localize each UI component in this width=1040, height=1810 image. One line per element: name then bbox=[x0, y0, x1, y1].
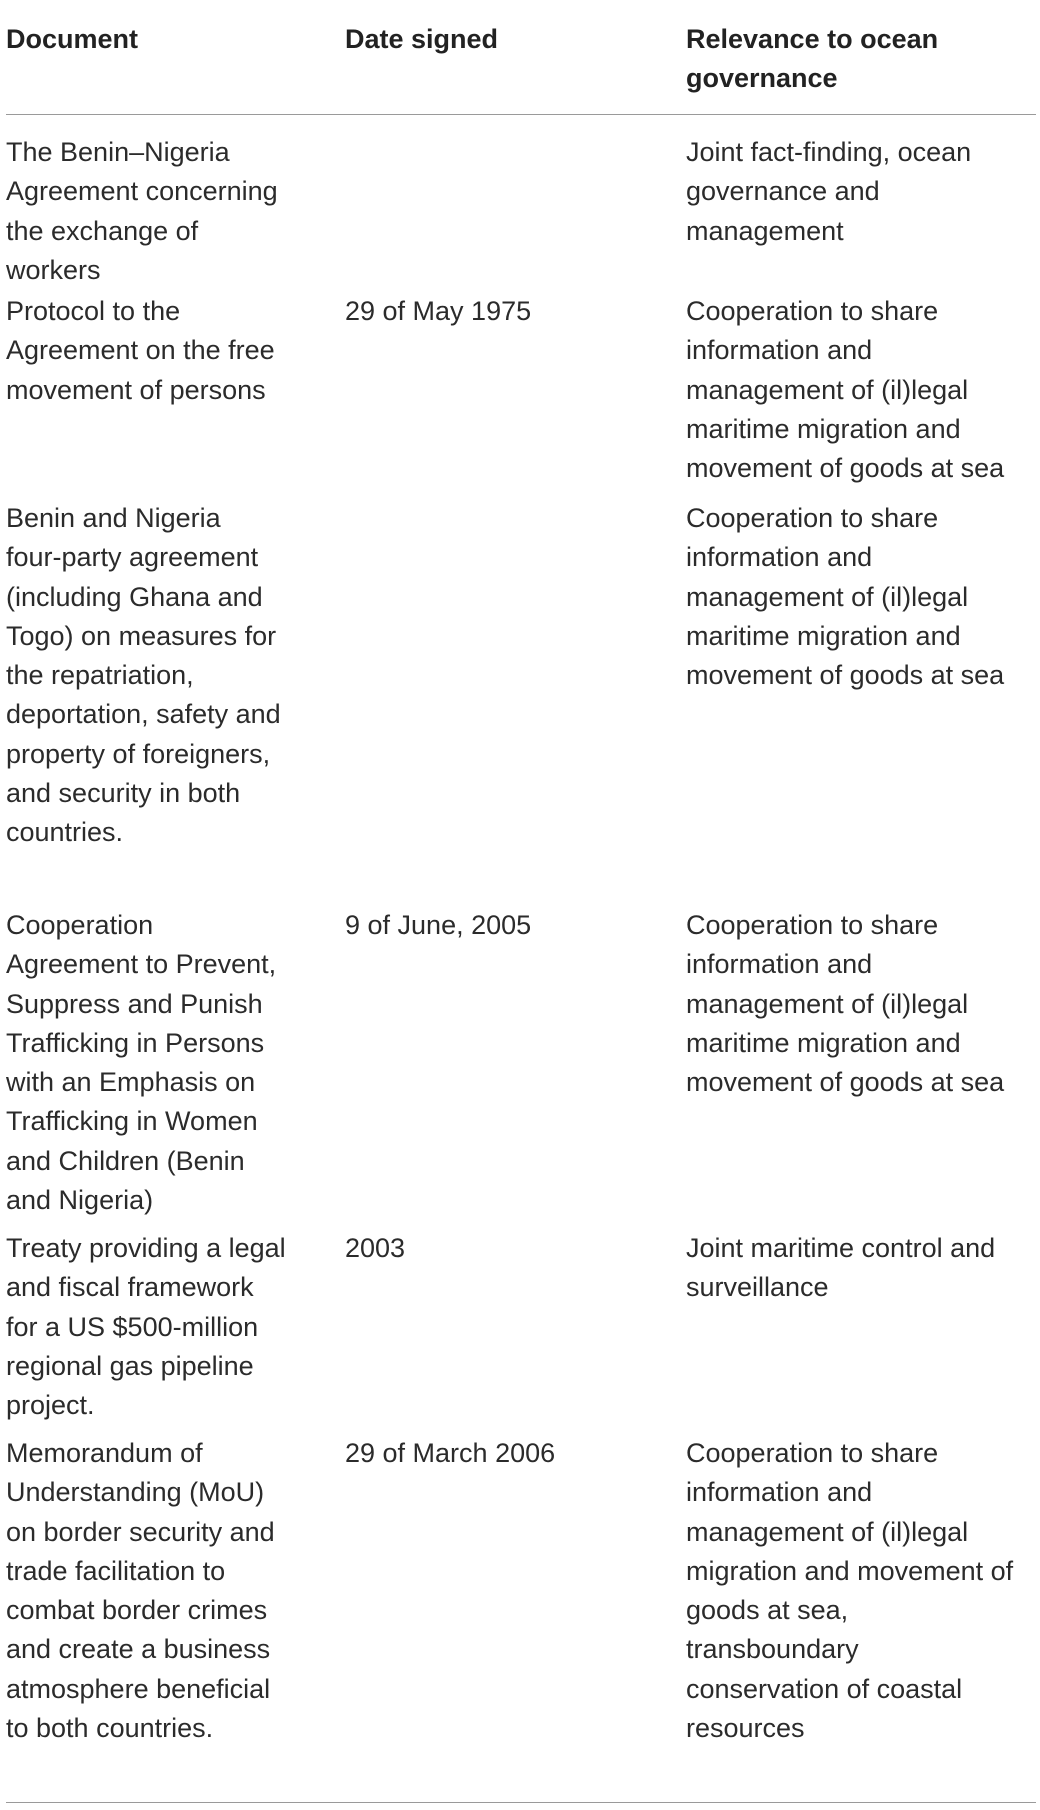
row-4-date: 9 of June, 2005 bbox=[345, 910, 532, 940]
row-6-relevance: Cooperation to share information and management of (il)legal migration and movement of goods at sea, transboundary conservation of coastal resources bbox=[686, 1438, 1014, 1744]
row-5-date: 2003 bbox=[345, 1233, 406, 1263]
row-2-document: Protocol to the Agreement on the free movement of persons bbox=[6, 296, 275, 405]
row-4-relevance: Cooperation to share information and management of (il)legal maritime migration and movement of goods at sea bbox=[686, 910, 1005, 1098]
row-1-document: The Benin–Nigeria Agreement concerning the exchange of workers bbox=[6, 137, 278, 285]
row-6-date: 29 of March 2006 bbox=[345, 1438, 556, 1468]
row-5-document: Treaty providing a legal and fiscal framework for a US $500-million regional gas pipeline project. bbox=[6, 1233, 286, 1421]
row-2-date: 29 of May 1975 bbox=[345, 296, 532, 326]
column-header-date-signed: Date signed bbox=[345, 24, 499, 54]
table-bottom-rule bbox=[6, 1802, 1036, 1803]
row-2-relevance: Cooperation to share information and management of (il)legal maritime migration and movement of goods at sea bbox=[686, 296, 1005, 484]
row-3-document: Benin and Nigeria four-party agreement (including Ghana and Togo) on measures for the repatriation, deportation, safety and property of foreigners, and security in both countries. bbox=[6, 503, 281, 848]
column-header-document: Document bbox=[6, 24, 139, 54]
row-5-relevance: Joint maritime control and surveillance bbox=[686, 1233, 996, 1303]
header-divider bbox=[6, 114, 1036, 115]
row-1-relevance: Joint fact-finding, ocean governance and management bbox=[686, 137, 972, 246]
row-4-document: Cooperation Agreement to Prevent, Suppress and Punish Trafficking in Persons with an Emphasis on Trafficking in Women and Children (Benin and Nigeria) bbox=[6, 910, 277, 1216]
row-6-document: Memorandum of Understanding (MoU) on border security and trade facilitation to combat border crimes and create a business atmosphere beneficial to both countries. bbox=[6, 1438, 275, 1744]
column-header-relevance: Relevance to ocean governance bbox=[686, 24, 939, 93]
row-3-relevance: Cooperation to share information and management of (il)legal maritime migration and movement of goods at sea bbox=[686, 503, 1005, 691]
